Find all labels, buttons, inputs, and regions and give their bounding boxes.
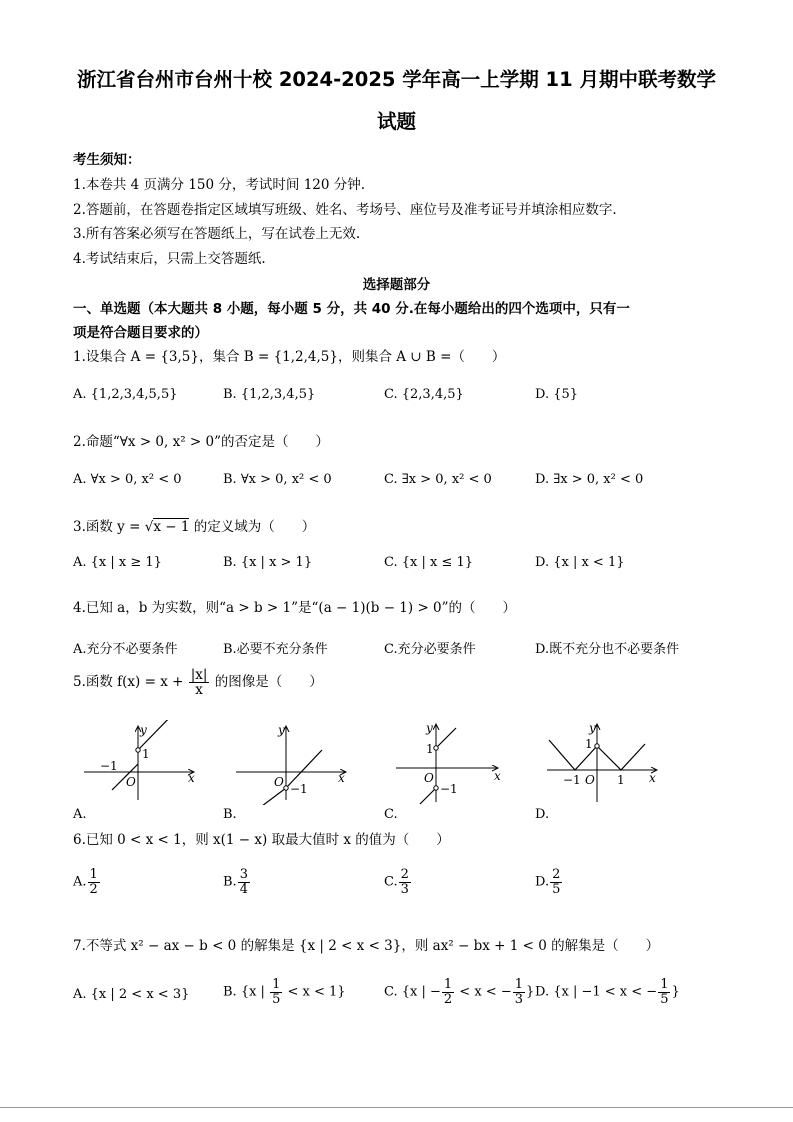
open-point	[284, 786, 288, 790]
frac-num: 1	[272, 977, 281, 992]
x-label: x	[338, 771, 345, 785]
tick-1-y: 1	[585, 737, 593, 751]
q6-letter-b: B.	[223, 874, 237, 890]
q3-option-c: C. {x | x ≤ 1}	[384, 555, 474, 570]
q6-option-c	[384, 868, 412, 896]
q1-option-b: B. {1,2,3,4,5}	[223, 387, 316, 402]
frac-num: 3	[239, 867, 248, 882]
q6-frac-a	[88, 868, 100, 896]
notice-item: 3.所有答案必须写在答题纸上，写在试卷上无效.	[73, 226, 361, 242]
q2-option-a: A. ∀x > 0, x² < 0	[73, 472, 182, 487]
q5-frac-num: |x|	[190, 667, 208, 683]
frac-num: 1	[514, 977, 523, 992]
y-label: y	[426, 721, 433, 735]
q6-letter-d: D.	[535, 874, 550, 890]
frac-num: 2	[552, 867, 561, 882]
tick-neg1: −1	[563, 773, 581, 787]
q4-option-b: B.必要不充分条件	[223, 642, 328, 657]
tick-neg1: −1	[290, 782, 308, 796]
q5-stem-prefix: 5.函数 f(x) = x +	[73, 674, 188, 691]
notice-item: 1.本卷共 4 页满分 150 分，考试时间 120 分钟.	[73, 177, 366, 193]
exam-title-line2: 试题	[376, 110, 416, 133]
q3-stem-prefix: 3.函数 y =	[73, 519, 145, 535]
graph-a	[82, 720, 202, 805]
sqrt-sign-icon: √	[144, 519, 154, 535]
y-label: y	[278, 723, 285, 737]
tick-1-x: 1	[617, 773, 625, 787]
q6-frac-c	[399, 868, 411, 896]
q5-option-c: C.	[384, 807, 398, 822]
q2-option-c: C. ∃x > 0, x² < 0	[384, 472, 492, 487]
q5-option-a: A.	[73, 807, 87, 822]
tick-neg1: −1	[440, 782, 458, 796]
notice-heading: 考生须知：	[73, 152, 141, 168]
frac-den: 5	[660, 991, 669, 1007]
tick-1: 1	[142, 747, 150, 761]
q7-option-b	[223, 978, 346, 1006]
q1-option-d: D. {5}	[535, 387, 579, 402]
q3-option-a: A. {x | x ≥ 1}	[73, 555, 162, 570]
q1-option-a: A. {1,2,3,4,5,5}	[73, 387, 178, 402]
frac-den: 2	[443, 991, 453, 1007]
q7c-frac-1	[442, 978, 454, 1006]
q6-option-d	[535, 868, 563, 896]
open-point-top	[434, 746, 438, 750]
frac-num: 1	[89, 867, 98, 882]
q7c-suffix: }	[526, 984, 535, 1000]
q1-option-c: C. {2,3,4,5}	[384, 387, 464, 402]
q2-option-b: B. ∀x > 0, x² < 0	[223, 472, 332, 487]
question-4-stem: 4.已知 a，b 为实数，则“a > b > 1”是“(a − 1)(b − 1) > 0”的（ ）	[73, 600, 517, 616]
open-point	[595, 744, 599, 748]
open-point	[136, 748, 140, 752]
q2-option-d: D. ∃x > 0, x² < 0	[535, 472, 644, 487]
question-7-stem: 7.不等式 x² − ax − b < 0 的解集是 {x | 2 < x < 3}，则 ax² − bx + 1 < 0 的解集是（ ）	[73, 938, 660, 954]
q4-option-c: C.充分必要条件	[384, 642, 476, 657]
frac-num: 1	[443, 977, 453, 992]
exam-title-line1: 浙江省台州市台州十校 2024-2025 学年高一上学期 11 月期中联考数学	[77, 68, 716, 91]
graph-line-right	[436, 728, 456, 748]
graph-line-right	[597, 744, 645, 770]
q5-stem-suffix: 的图像是（ ）	[210, 674, 323, 691]
q7b-frac	[270, 978, 282, 1006]
y-label: y	[589, 721, 596, 735]
section-heading-line1: 一、单选题（本大题共 8 小题，每小题 5 分，共 40 分.在每小题给出的四个选项中，只有一	[73, 301, 630, 317]
q7-option-d	[535, 978, 680, 1006]
q7-option-a: A. {x | 2 < x < 3}	[73, 987, 190, 1002]
q7-option-c	[384, 978, 534, 1006]
q3-option-d: D. {x | x < 1}	[535, 555, 625, 570]
q5-option-b: B.	[223, 807, 237, 822]
notice-item: 4.考试结束后，只需上交答题纸.	[73, 251, 266, 267]
origin-label: O	[585, 773, 595, 787]
frac-num: 2	[400, 867, 409, 882]
tick-neg1: −1	[100, 759, 118, 773]
open-point-bottom	[434, 786, 438, 790]
frac-num: 1	[660, 977, 669, 992]
tick-1: 1	[426, 742, 434, 756]
q3-option-b: B. {x | x > 1}	[223, 555, 313, 570]
question-6-stem: 6.已知 0 < x < 1，则 x(1 − x) 取最大值时 x 的值为（ ）	[73, 832, 450, 848]
origin-label: O	[126, 775, 136, 789]
y-label: y	[140, 723, 147, 737]
q5-fraction	[189, 668, 210, 697]
graph-c	[394, 720, 504, 805]
page-bottom-rule	[0, 1107, 793, 1108]
q4-option-d: D.既不充分也不必要条件	[535, 642, 680, 657]
q7d-suffix: }	[671, 984, 680, 1000]
q6-frac-b	[238, 868, 250, 896]
q6-letter-a: A.	[73, 874, 87, 890]
q7c-frac-2	[513, 978, 525, 1006]
q3-radicand: x − 1	[153, 519, 190, 535]
q6-option-a	[73, 868, 101, 896]
q7b-suffix: < x < 1}	[283, 984, 346, 1000]
q7b-prefix: B. {x |	[223, 984, 270, 1000]
q6-letter-c: C.	[384, 874, 398, 890]
x-label: x	[188, 771, 195, 785]
frac-den: 4	[239, 881, 248, 897]
frac-den: 5	[552, 881, 561, 897]
question-2-stem: 2.命题“∀x > 0, x² > 0”的否定是（ ）	[73, 434, 330, 450]
graph-line-left	[420, 788, 436, 804]
frac-den: 5	[272, 991, 281, 1007]
q4-option-a: A.充分不必要条件	[73, 642, 178, 657]
q5-frac-den: x	[195, 682, 203, 699]
q7c-mid: < x < −	[455, 984, 512, 1000]
graph-line-left	[262, 788, 286, 805]
origin-label: O	[274, 775, 284, 789]
notice-item: 2.答题前，在答题卷指定区域填写班级、姓名、考场号、座位号及准考证号并填涂相应数字.	[73, 202, 617, 218]
part-title: 选择题部分	[362, 277, 431, 293]
graph-b	[234, 720, 354, 805]
q3-stem-suffix: 的定义域为（ ）	[189, 519, 316, 535]
x-label: x	[649, 771, 656, 785]
question-3-stem	[73, 515, 315, 535]
origin-label: O	[424, 771, 434, 785]
q5-option-d: D.	[535, 807, 550, 822]
q7c-prefix: C. {x | −	[384, 984, 441, 1000]
q7d-prefix: D. {x | −1 < x < −	[535, 984, 658, 1000]
q7d-frac	[658, 978, 670, 1006]
frac-den: 2	[89, 881, 98, 897]
question-5-stem	[73, 668, 323, 697]
q6-option-b	[223, 868, 251, 896]
graph-d	[545, 720, 665, 805]
frac-den: 3	[400, 881, 409, 897]
question-1-stem: 1.设集合 A = {3,5}，集合 B = {1,2,4,5}，则集合 A ∪ B =（ ）	[73, 349, 506, 365]
x-label: x	[494, 769, 501, 783]
section-heading-line2: 项是符合题目要求的）	[73, 325, 208, 341]
q6-frac-d	[550, 868, 562, 896]
frac-den: 3	[514, 991, 523, 1007]
